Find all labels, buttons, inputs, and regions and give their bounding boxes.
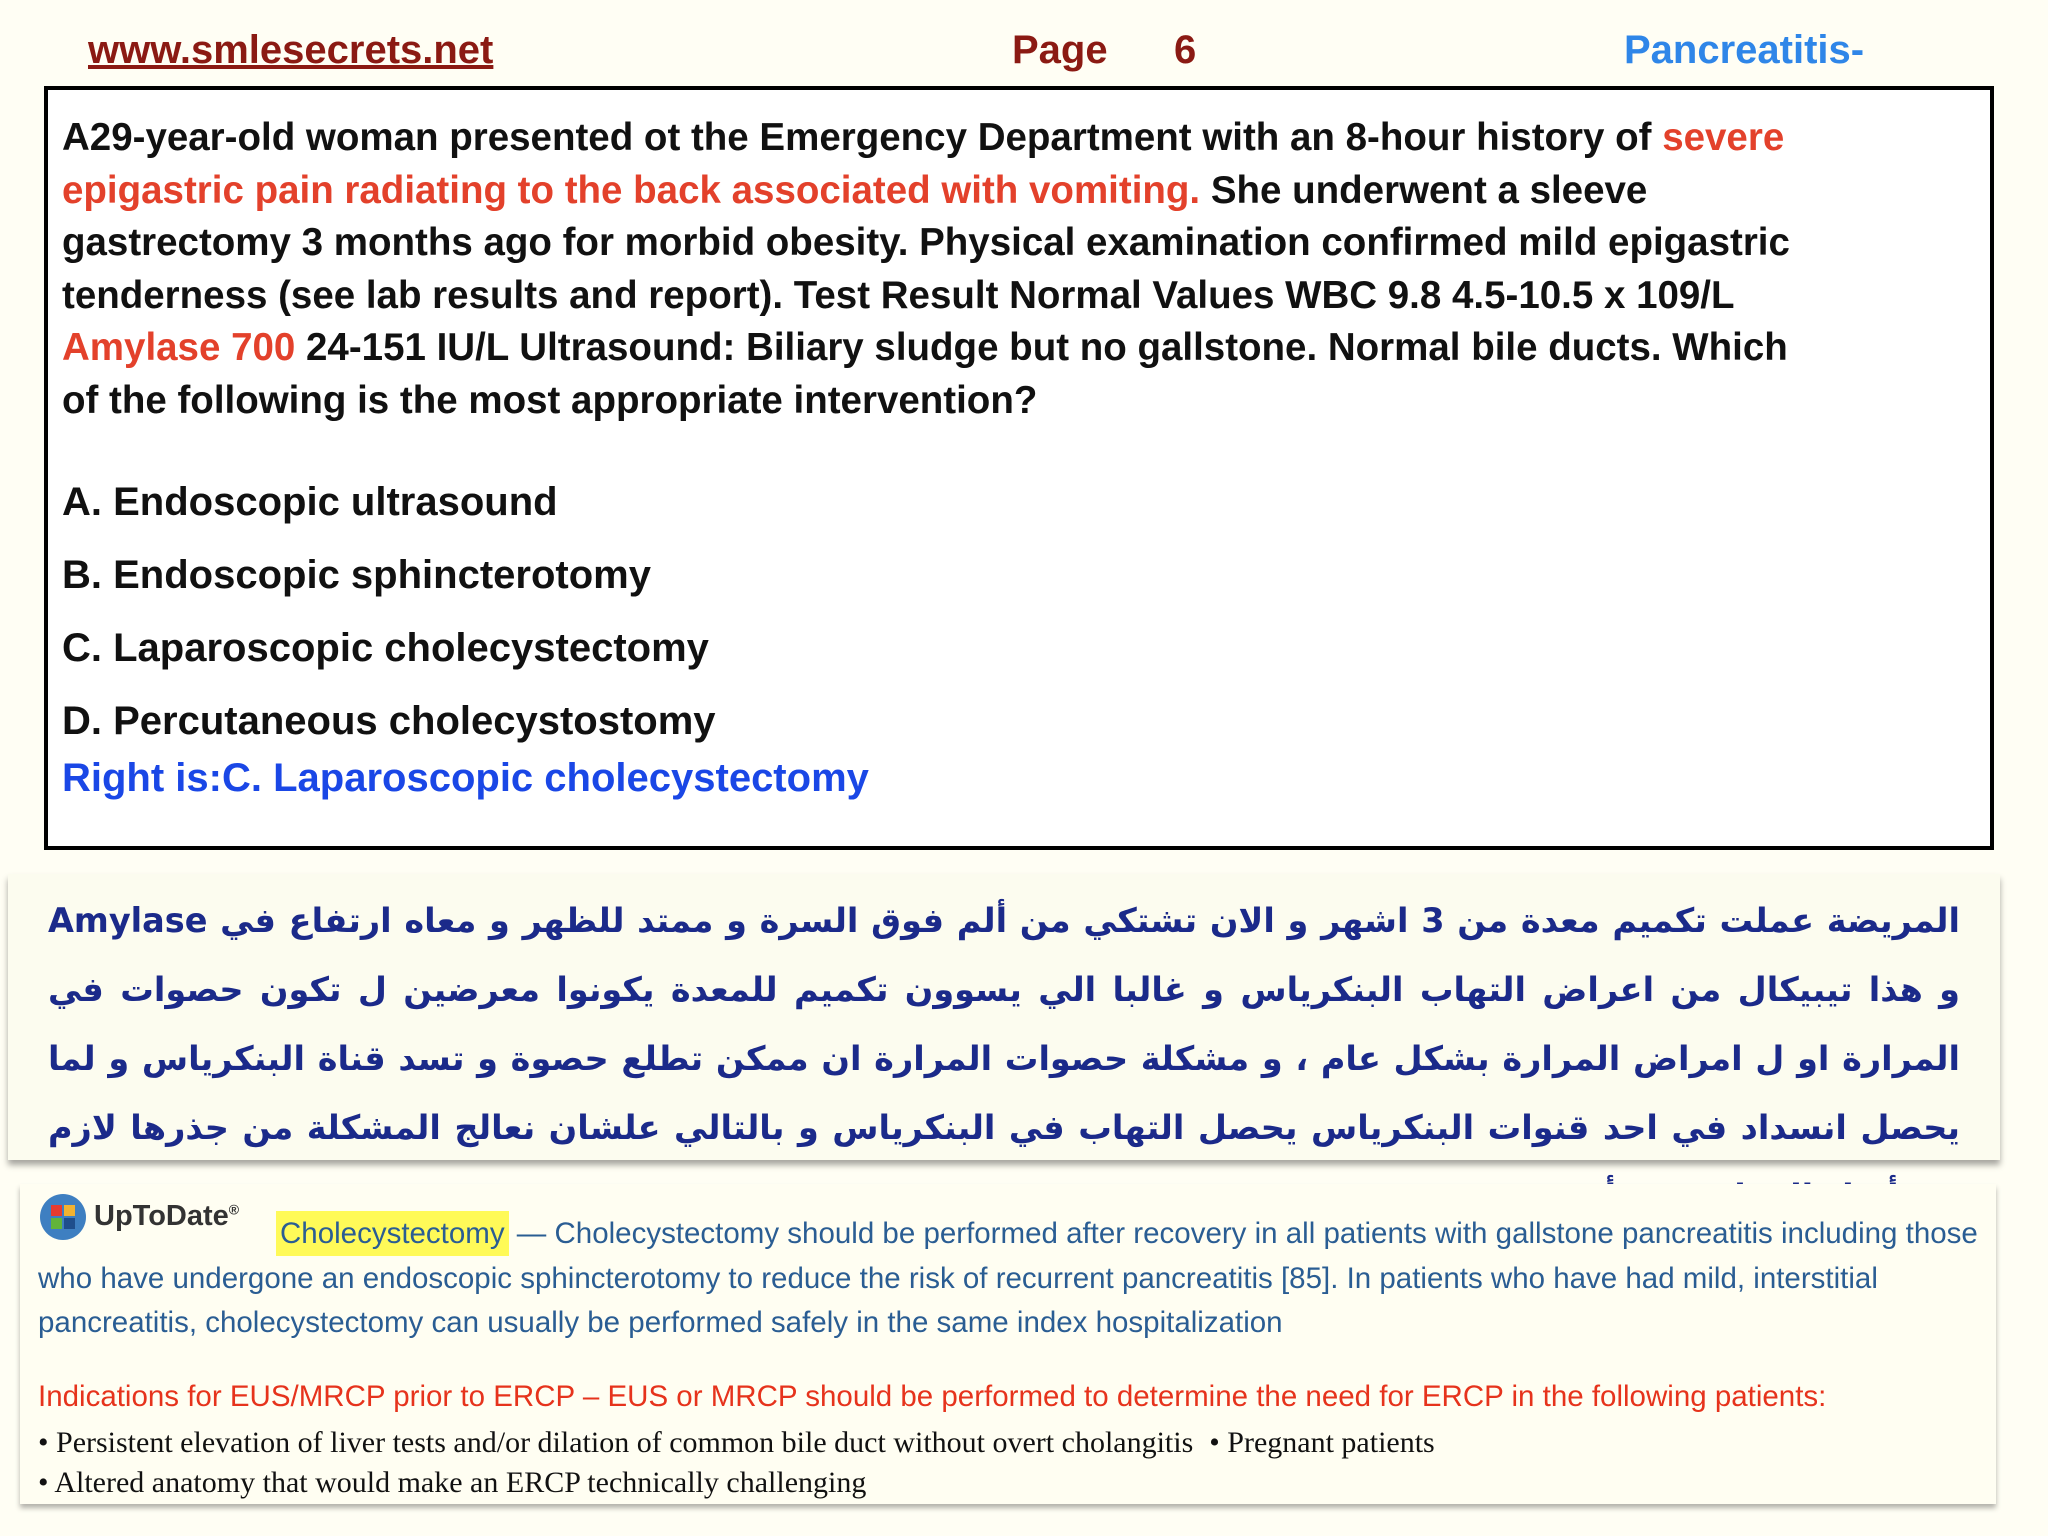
correct-answer: Right is:C. Laparoscopic cholecystectomy — [62, 756, 869, 800]
option-d: D. Percutaneous cholecystostomy — [62, 699, 716, 743]
uptodate-excerpt — [20, 1184, 1996, 1504]
question-stem — [62, 112, 1982, 428]
bullet-line — [38, 1466, 866, 1500]
option-c: C. Laparoscopic cholecystectomy — [62, 626, 709, 670]
bullet-item: • Altered anatomy that would make an ERCP technically challenging — [38, 1466, 867, 1499]
option-a: A. Endoscopic ultrasound — [62, 480, 558, 524]
question-text: gastrectomy 3 months ago for morbid obesity. Physical examination confirmed mild epigastric — [62, 221, 1790, 265]
bullet-line — [38, 1426, 1435, 1460]
question-highlight: epigastric pain radiating to the back associated with vomiting. — [62, 168, 1201, 212]
question-box — [44, 86, 1994, 850]
uptodate-paragraph — [38, 1212, 1986, 1346]
uptodate-text: — Cholecystectomy should be performed after recovery in all patients with gallstone pancreatitis including those who have undergone an endoscopic sphincterotomy to reduce the risk of recurrent pancreatitis [85]. In patients who have had mild, interstitial pancreatitis, cholecystectomy can usually be performed safely in the same index hospitalization — [38, 1217, 1978, 1339]
topic-title: Pancreatitis- — [1624, 28, 1865, 72]
eus-heading: Indications for EUS/MRCP prior to ERCP – EUS or MRCP should be performed to determine the need for ERCP in the following patients: — [38, 1380, 1827, 1413]
page-number: 6 — [1174, 28, 1197, 72]
question-text: She underwent a sleeve — [1200, 168, 1648, 212]
page-label: Page — [1012, 28, 1108, 72]
arabic-explanation: المريضة عملت تكميم معدة من 3 اشهر و الان تشتكي من ألم فوق السرة و ممتد للظهر و معاه ارتفاع في Amylase و هذا تيبيكال من اعراض التهاب البنكرياس و غالبا الي يسوون تكميم للمعدة يكونوا معرضين ل تكون حصوات في المرارة او ل امراض المرارة بشكل عام ، و مشكلة حصوات المرارة ان ممكن تطلع حصوة و تسد قناة البنكرياس و لما يحصل انسداد في احد قنوات البنكرياس يحصل التهاب في البنكرياس و بالتالي علشان نعالج المشكلة من جذرها لازم — [48, 901, 1960, 1147]
question-text: A29-year-old woman presented ot the Emergency Department with an 8-hour history of — [62, 116, 1663, 159]
question-text: tenderness (see lab results and report). Test Result Normal Values WBC 9.8 4.5-10.5 x 109/L — [62, 273, 1735, 317]
site-link[interactable]: www.smlesecrets.net — [88, 28, 494, 72]
option-b: B. Endoscopic sphincterotomy — [62, 553, 651, 597]
question-text: of the following is the most appropriate intervention? — [62, 378, 1038, 422]
uptodate-brand: UpToDate® — [94, 1200, 240, 1232]
arabic-explanation-panel — [8, 874, 2000, 1160]
question-highlight: severe — [1662, 116, 1785, 159]
bullet-item: • Persistent elevation of liver tests and/or dilation of common bile duct without overt cholangitis — [38, 1426, 1194, 1459]
page-header — [0, 28, 2048, 82]
amylase-highlight: Amylase 700 — [62, 326, 296, 370]
question-text: 24-151 IU/L Ultrasound: Biliary sludge but no gallstone. Normal bile ducts. Which — [295, 326, 1788, 370]
bullet-item: • Pregnant patients — [1209, 1426, 1435, 1459]
highlighted-term: Cholecystectomy — [276, 1211, 509, 1256]
